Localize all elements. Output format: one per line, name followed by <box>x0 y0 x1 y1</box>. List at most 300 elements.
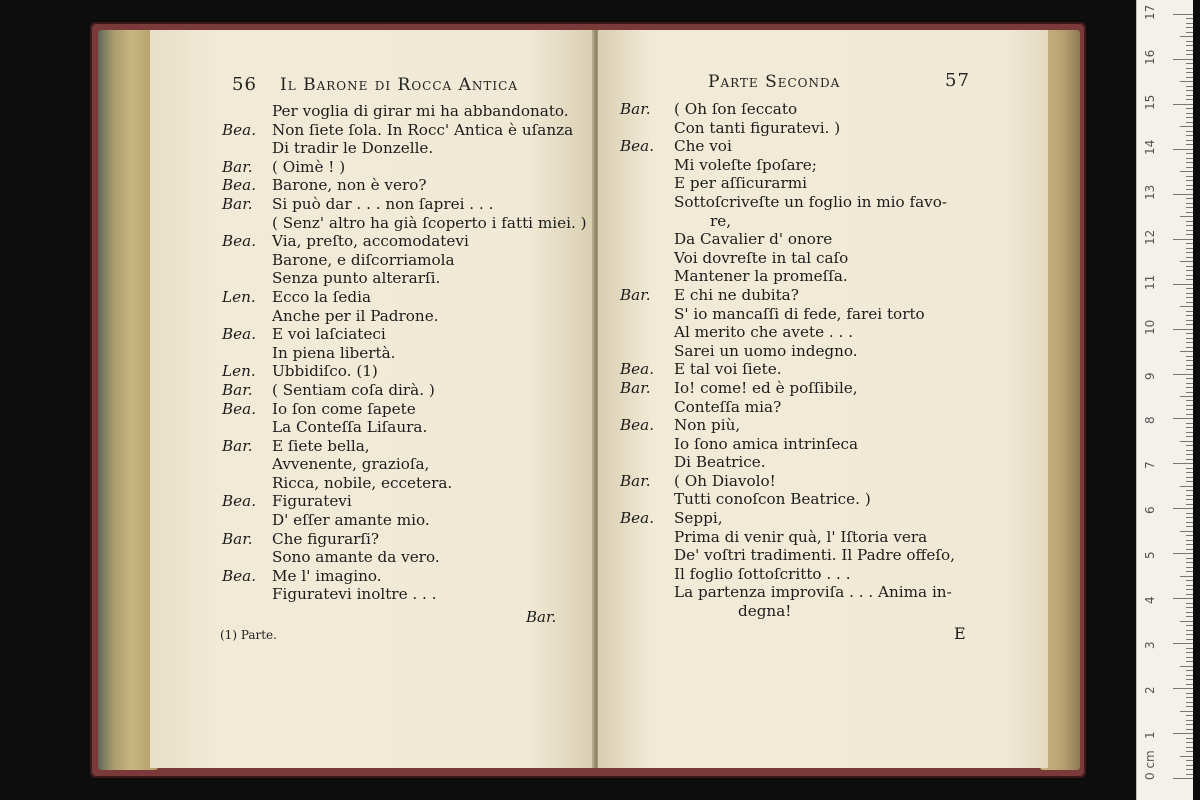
ruler-tick <box>1173 778 1193 779</box>
ruler-label: 6 <box>1143 506 1157 515</box>
ruler-tick <box>1186 90 1193 91</box>
text-line <box>222 567 592 586</box>
verse-text: Senza punto alterarſi. <box>272 269 441 288</box>
speaker-label: Bar. <box>620 378 651 397</box>
text-line <box>222 325 592 344</box>
ruler-tick <box>1186 266 1193 267</box>
ruler-tick <box>1186 760 1193 761</box>
verse-text: Mantener la promeſſa. <box>674 267 848 286</box>
text-line <box>222 344 592 363</box>
ruler-tick <box>1186 522 1193 523</box>
verse-text: Via, preſto, accomodatevi <box>272 232 469 251</box>
ruler-tick <box>1186 675 1193 676</box>
verse-text: Barone, non è vero? <box>272 176 427 195</box>
ruler-label: 4 <box>1143 596 1157 605</box>
signature-mark: E <box>954 624 966 643</box>
ruler-tick <box>1186 747 1193 748</box>
verse-text: Si può dar . . . non ſaprei . . . <box>272 194 494 213</box>
verse-text: E voi laſciateci <box>272 325 386 344</box>
ruler-tick <box>1186 18 1193 19</box>
ruler-tick <box>1186 99 1193 100</box>
ruler-tick <box>1186 517 1193 518</box>
ruler-tick <box>1186 68 1193 69</box>
text-line <box>222 158 592 177</box>
ruler-tick <box>1186 450 1193 451</box>
ruler-tick <box>1186 221 1193 222</box>
text-line <box>222 214 592 233</box>
ruler-tick <box>1186 535 1193 536</box>
ruler-label: 14 <box>1143 139 1157 155</box>
ruler-tick <box>1186 405 1193 406</box>
ruler-tick <box>1186 571 1193 572</box>
text-line <box>222 195 592 214</box>
ruler-tick <box>1186 684 1193 685</box>
speaker-label: Bar. <box>222 194 253 213</box>
ruler-label: 16 <box>1143 49 1157 65</box>
speaker-label: Bea. <box>222 176 257 195</box>
text-line <box>222 474 592 493</box>
text-line <box>222 251 592 270</box>
ruler-tick <box>1186 63 1193 64</box>
speaker-label: Bea. <box>620 509 655 528</box>
verse-text: Conteſſa mia? <box>674 397 782 416</box>
ruler-tick <box>1186 248 1193 249</box>
verse-text: Anche per il Padrone. <box>272 306 439 325</box>
verse-text: E tal voi ſiete. <box>674 360 782 379</box>
right-text-block <box>620 100 1030 621</box>
ruler-tick <box>1180 36 1193 37</box>
ruler-tick <box>1186 585 1193 586</box>
verse-text: Al merito che avete . . . <box>674 323 854 342</box>
measurement-ruler <box>1136 0 1193 800</box>
ruler-tick <box>1173 284 1193 285</box>
ruler-tick <box>1186 594 1193 595</box>
ruler-label: 2 <box>1143 686 1157 695</box>
ruler-tick <box>1186 387 1193 388</box>
ruler-tick <box>1186 189 1193 190</box>
text-line <box>620 528 1030 547</box>
text-line <box>620 249 1030 268</box>
ruler-tick <box>1186 765 1193 766</box>
ruler-tick <box>1186 77 1193 78</box>
ruler-label: 9 <box>1143 371 1157 380</box>
ruler-tick <box>1186 45 1193 46</box>
ruler-tick <box>1186 499 1193 500</box>
text-line <box>620 602 1030 621</box>
ruler-tick <box>1186 392 1193 393</box>
verse-text: Da Cavalier d' onore <box>674 230 833 249</box>
ruler-label: 11 <box>1143 274 1157 290</box>
ruler-tick <box>1186 495 1193 496</box>
verse-text: La partenza improviſa . . . Anima in- <box>674 583 952 602</box>
ruler-tick <box>1186 144 1193 145</box>
text-line <box>620 286 1030 305</box>
verse-text: Prima di venir quà, l' Iſtoria vera <box>674 527 928 546</box>
text-line <box>620 119 1030 138</box>
verse-text: Figuratevi <box>272 492 352 511</box>
ruler-tick <box>1186 122 1193 123</box>
speaker-label: Bar. <box>222 157 253 176</box>
verse-text: Che voi <box>674 137 732 156</box>
verse-text: ( Oimè ! ) <box>272 157 346 176</box>
ruler-tick <box>1186 774 1193 775</box>
ruler-label: 3 <box>1143 641 1157 650</box>
ruler-tick <box>1186 657 1193 658</box>
left-text-block <box>222 102 592 604</box>
right-page <box>598 30 1048 768</box>
verse-text: Con tanti figuratevi. ) <box>674 118 841 137</box>
ruler-label: 7 <box>1143 461 1157 470</box>
ruler-tick <box>1186 567 1193 568</box>
verse-text: Di Beatrice. <box>674 453 766 472</box>
verse-text: degna! <box>738 602 792 621</box>
ruler-tick <box>1186 544 1193 545</box>
ruler-tick <box>1186 207 1193 208</box>
ruler-label: 8 <box>1143 416 1157 425</box>
ruler-tick <box>1180 711 1193 712</box>
speaker-label: Bea. <box>222 492 257 511</box>
verse-text: ( Sentiam coſa dirà. ) <box>272 380 435 399</box>
ruler-tick <box>1186 468 1193 469</box>
ruler-tick <box>1180 216 1193 217</box>
verse-text: Figuratevi inoltre . . . <box>272 585 437 604</box>
ruler-tick <box>1186 481 1193 482</box>
speaker-label: Bar. <box>222 529 253 548</box>
text-line <box>222 269 592 288</box>
text-line <box>620 174 1030 193</box>
ruler-tick <box>1186 338 1193 339</box>
verse-text: Me l' imagino. <box>272 566 382 585</box>
ruler-tick <box>1186 769 1193 770</box>
ruler-tick <box>1180 621 1193 622</box>
ruler-tick <box>1186 198 1193 199</box>
verse-text: ( Oh Diavolo! <box>674 471 776 490</box>
ruler-tick <box>1186 436 1193 437</box>
verse-text: Sono amante da vero. <box>272 548 440 567</box>
ruler-tick <box>1186 360 1193 361</box>
text-line <box>222 139 592 158</box>
ruler-tick <box>1186 180 1193 181</box>
ruler-tick <box>1180 486 1193 487</box>
verse-text: Voi dovreſte in tal caſo <box>674 248 849 267</box>
ruler-tick <box>1186 257 1193 258</box>
text-line <box>620 398 1030 417</box>
ruler-tick <box>1186 135 1193 136</box>
text-line <box>222 492 592 511</box>
verse-text: Tutti conoſcon Beatrice. ) <box>674 490 871 509</box>
ruler-tick <box>1180 261 1193 262</box>
ruler-tick <box>1186 625 1193 626</box>
ruler-tick <box>1173 418 1193 419</box>
text-line <box>620 583 1030 602</box>
speaker-label: Bea. <box>222 566 257 585</box>
text-line <box>222 530 592 549</box>
ruler-tick <box>1186 23 1193 24</box>
ruler-tick <box>1186 504 1193 505</box>
text-line <box>222 400 592 419</box>
ruler-tick <box>1186 108 1193 109</box>
ruler-tick <box>1186 589 1193 590</box>
ruler-tick <box>1173 59 1193 60</box>
text-line <box>620 379 1030 398</box>
text-line <box>620 230 1030 249</box>
ruler-tick <box>1186 427 1193 428</box>
text-line <box>620 490 1030 509</box>
verse-text: Che figurarſi? <box>272 529 380 548</box>
ruler-tick <box>1173 374 1193 375</box>
verse-text: Per voglia di girar mi ha abbandonato. <box>272 102 569 120</box>
ruler-tick <box>1186 724 1193 725</box>
text-line <box>620 546 1030 565</box>
verse-text: Avvenente, grazioſa, <box>272 455 430 474</box>
ruler-tick <box>1186 459 1193 460</box>
verse-text: Sottoſcriveſte un foglio in mio favo- <box>674 192 948 211</box>
page-number-left: 56 <box>232 74 257 95</box>
ruler-tick <box>1186 369 1193 370</box>
text-line <box>222 381 592 400</box>
ruler-tick <box>1186 32 1193 33</box>
text-line <box>222 418 592 437</box>
verse-text: Non ſiete ſola. In Rocc' Antica è uſanza <box>272 120 574 139</box>
ruler-tick <box>1173 329 1193 330</box>
ruler-tick <box>1186 203 1193 204</box>
ruler-tick <box>1186 513 1193 514</box>
ruler-tick <box>1186 742 1193 743</box>
text-line <box>620 565 1030 584</box>
speaker-label: Bar. <box>620 100 651 118</box>
ruler-tick <box>1186 297 1193 298</box>
speaker-label: Bea. <box>222 325 257 344</box>
text-line <box>222 102 592 121</box>
ruler-tick <box>1186 176 1193 177</box>
speaker-label: Bea. <box>222 399 257 418</box>
ruler-tick <box>1186 400 1193 401</box>
text-line <box>222 455 592 474</box>
ruler-label: 15 <box>1143 94 1157 110</box>
ruler-tick <box>1186 140 1193 141</box>
book-edge-left <box>98 30 158 770</box>
ruler-tick <box>1186 293 1193 294</box>
text-line <box>222 437 592 456</box>
text-line <box>620 323 1030 342</box>
text-line <box>222 176 592 195</box>
ruler-tick <box>1186 320 1193 321</box>
ruler-tick <box>1186 630 1193 631</box>
ruler-tick <box>1186 490 1193 491</box>
ruler-tick <box>1186 270 1193 271</box>
verse-text: Mi voleſte ſpoſare; <box>674 155 817 174</box>
ruler-tick <box>1186 302 1193 303</box>
ruler-tick <box>1186 356 1193 357</box>
text-line <box>222 288 592 307</box>
ruler-tick <box>1186 648 1193 649</box>
ruler-tick <box>1186 41 1193 42</box>
verse-text: In piena libertà. <box>272 343 396 362</box>
ruler-tick <box>1186 526 1193 527</box>
ruler-tick <box>1186 423 1193 424</box>
speaker-label: Bea. <box>620 416 655 435</box>
verse-text: ( Oh ſon ſeccato <box>674 100 798 118</box>
ruler-tick <box>1186 86 1193 87</box>
ruler-tick <box>1186 54 1193 55</box>
speaker-label: Bar. <box>222 380 253 399</box>
ruler-tick <box>1186 167 1193 168</box>
verse-text: Non più, <box>674 416 741 435</box>
ruler-tick <box>1180 531 1193 532</box>
text-line <box>620 435 1030 454</box>
ruler-tick <box>1186 365 1193 366</box>
ruler-tick <box>1186 414 1193 415</box>
ruler-tick <box>1186 580 1193 581</box>
ruler-tick <box>1186 751 1193 752</box>
text-line <box>222 548 592 567</box>
ruler-label: 5 <box>1143 551 1157 560</box>
running-head-right: Parte Seconda <box>708 72 841 92</box>
text-line <box>620 156 1030 175</box>
running-head-left: Il Barone di Rocca Antica <box>280 75 518 95</box>
text-line <box>222 121 592 140</box>
ruler-tick <box>1186 607 1193 608</box>
ruler-tick <box>1180 396 1193 397</box>
speaker-label: Bar. <box>222 436 253 455</box>
speaker-label: Bea. <box>222 120 257 139</box>
speaker-label: Bea. <box>620 137 655 156</box>
text-line <box>620 342 1030 361</box>
ruler-tick <box>1180 576 1193 577</box>
text-line <box>222 585 592 604</box>
ruler-tick <box>1186 562 1193 563</box>
ruler-tick <box>1173 598 1193 599</box>
ruler-tick <box>1186 50 1193 51</box>
speaker-label: Bar. <box>620 285 651 304</box>
ruler-tick <box>1173 508 1193 509</box>
text-line <box>620 416 1030 435</box>
left-page <box>150 30 594 768</box>
text-line <box>620 267 1030 286</box>
catchword: Bar. <box>526 608 557 626</box>
speaker-label: Len. <box>222 362 256 381</box>
verse-text: Io ſono amica intrinſeca <box>674 434 859 453</box>
ruler-tick <box>1173 104 1193 105</box>
ruler-tick <box>1186 212 1193 213</box>
ruler-tick <box>1186 702 1193 703</box>
ruler-tick <box>1180 666 1193 667</box>
verse-text: Ubbidiſco. (1) <box>272 362 378 381</box>
speaker-label: Len. <box>222 287 256 306</box>
page-number-right: 57 <box>945 70 970 91</box>
ruler-tick <box>1173 239 1193 240</box>
ruler-tick <box>1186 153 1193 154</box>
ruler-tick <box>1180 306 1193 307</box>
ruler-tick <box>1173 688 1193 689</box>
ruler-tick <box>1186 131 1193 132</box>
ruler-tick <box>1186 706 1193 707</box>
ruler-tick <box>1186 185 1193 186</box>
ruler-tick <box>1186 549 1193 550</box>
ruler-tick <box>1186 445 1193 446</box>
ruler-tick <box>1186 347 1193 348</box>
ruler-tick <box>1186 432 1193 433</box>
ruler-tick <box>1186 113 1193 114</box>
ruler-label: 0 cm <box>1143 750 1157 780</box>
ruler-tick <box>1186 612 1193 613</box>
ruler-tick <box>1186 288 1193 289</box>
ruler-tick <box>1180 171 1193 172</box>
text-line <box>222 362 592 381</box>
text-line <box>222 511 592 530</box>
ruler-tick <box>1186 477 1193 478</box>
ruler-tick <box>1186 634 1193 635</box>
ruler-tick <box>1173 14 1193 15</box>
verse-text: Io ſon come ſapete <box>272 399 416 418</box>
ruler-label: 13 <box>1143 184 1157 200</box>
verse-text: Il foglio ſottoſcritto . . . <box>674 564 851 583</box>
verse-text: La Conteſſa Liſaura. <box>272 418 428 437</box>
ruler-tick <box>1180 351 1193 352</box>
ruler-tick <box>1186 158 1193 159</box>
ruler-tick <box>1186 679 1193 680</box>
text-line <box>620 360 1030 379</box>
ruler-tick <box>1186 234 1193 235</box>
ruler-tick <box>1180 126 1193 127</box>
verse-text: Ecco la ſedia <box>272 287 372 306</box>
ruler-tick <box>1186 603 1193 604</box>
ruler-label: 1 <box>1143 731 1157 740</box>
ruler-tick <box>1186 225 1193 226</box>
ruler-tick <box>1186 383 1193 384</box>
ruler-tick <box>1186 540 1193 541</box>
ruler-tick <box>1186 729 1193 730</box>
ruler-tick <box>1186 616 1193 617</box>
ruler-tick <box>1186 162 1193 163</box>
ruler-tick <box>1180 756 1193 757</box>
ruler-tick <box>1186 117 1193 118</box>
ruler-tick <box>1186 409 1193 410</box>
text-line <box>620 453 1030 472</box>
text-line <box>620 509 1030 528</box>
ruler-tick <box>1186 324 1193 325</box>
ruler-tick <box>1173 553 1193 554</box>
speaker-label: Bar. <box>620 471 651 490</box>
ruler-label: 12 <box>1143 229 1157 245</box>
ruler-tick <box>1186 738 1193 739</box>
ruler-tick <box>1186 472 1193 473</box>
speaker-label: Bea. <box>620 360 655 379</box>
ruler-tick <box>1186 697 1193 698</box>
text-line <box>222 307 592 326</box>
verse-text: De' voſtri tradimenti. Il Padre offeſo, <box>674 546 955 565</box>
ruler-tick <box>1186 558 1193 559</box>
ruler-tick <box>1186 342 1193 343</box>
verse-text: E per aſſicurarmi <box>674 174 807 193</box>
ruler-tick <box>1186 715 1193 716</box>
ruler-tick <box>1186 720 1193 721</box>
ruler-tick <box>1186 454 1193 455</box>
text-line <box>620 137 1030 156</box>
ruler-tick <box>1186 275 1193 276</box>
verse-text: ( Senz' altro ha già ſcoperto i fatti miei. ) <box>272 213 587 232</box>
verse-text: E chi ne dubita? <box>674 285 799 304</box>
verse-text: S' io mancaſſi di fede, farei torto <box>674 304 925 323</box>
verse-text: D' eſſer amante mio. <box>272 511 430 530</box>
ruler-tick <box>1186 252 1193 253</box>
ruler-tick <box>1186 243 1193 244</box>
ruler-tick <box>1186 27 1193 28</box>
footnote: (1) Parte. <box>220 628 277 642</box>
ruler-tick <box>1186 230 1193 231</box>
ruler-tick <box>1186 378 1193 379</box>
ruler-tick <box>1186 311 1193 312</box>
